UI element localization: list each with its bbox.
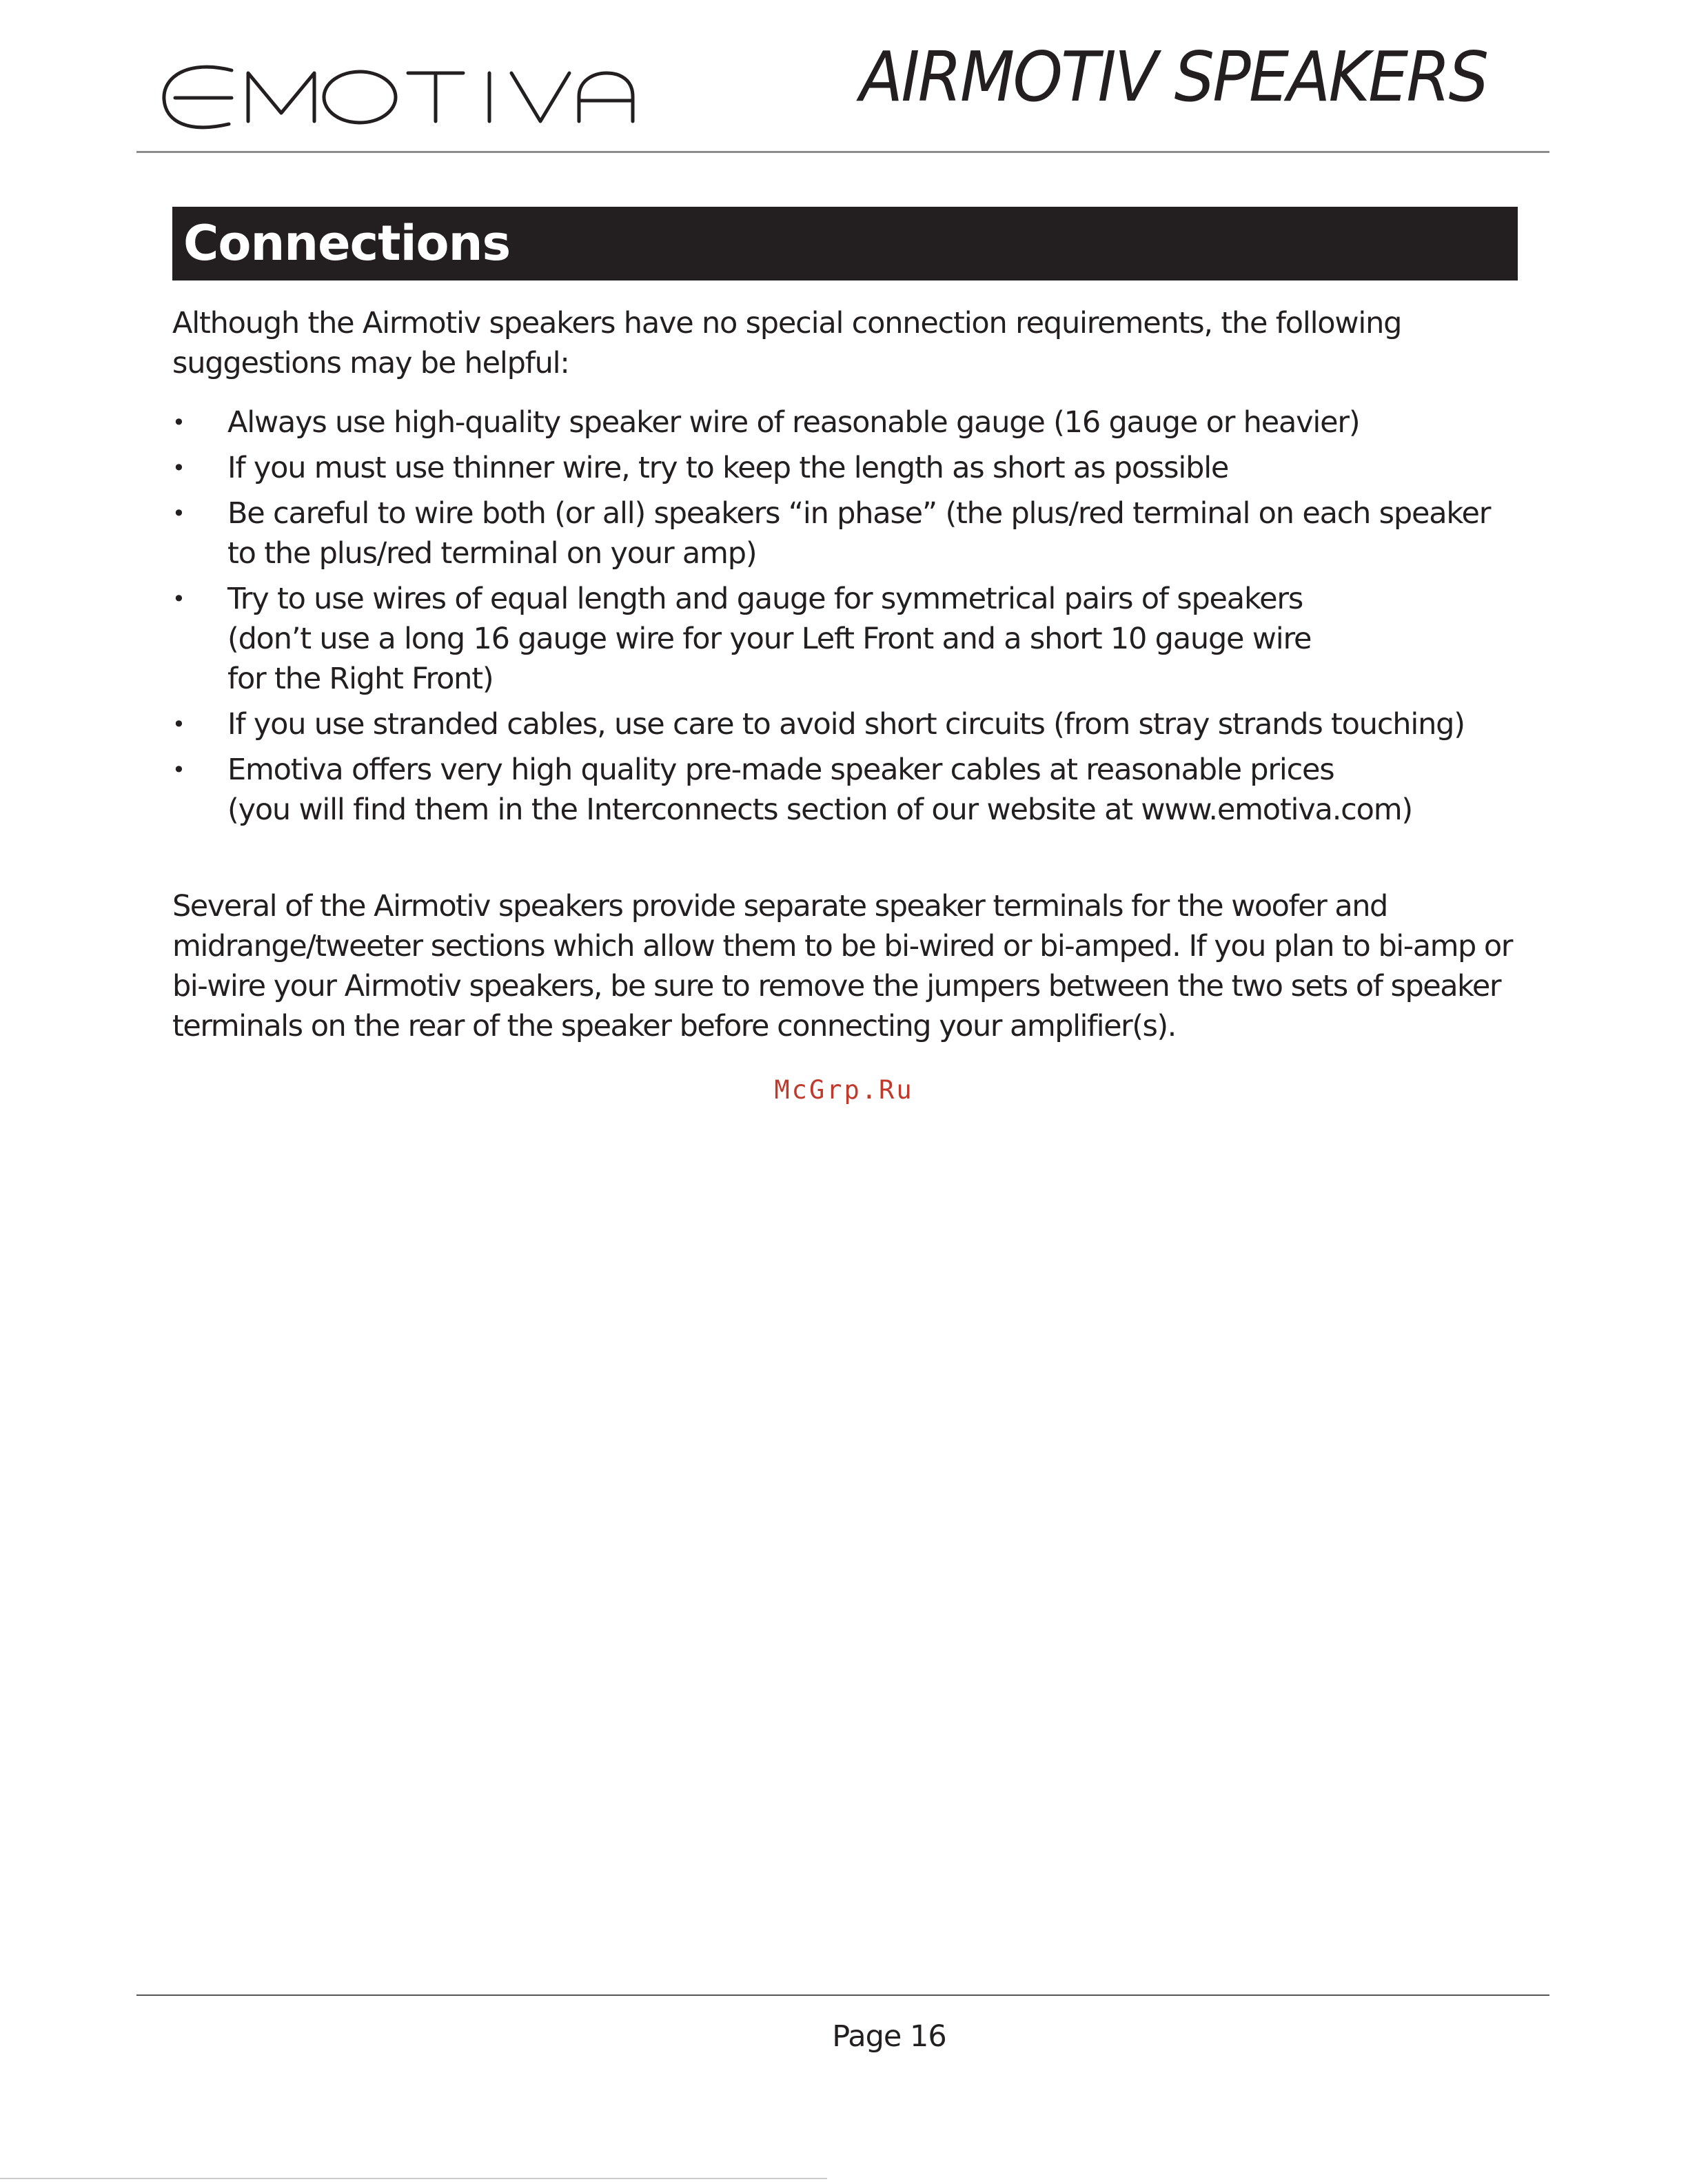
list-item-text: Always use high-quality speaker wire of reasonable gauge (16 gauge or heavier) <box>227 405 1360 440</box>
emotiva-logo <box>160 50 635 132</box>
page-number: Page 16 <box>832 2019 946 2054</box>
footer-divider <box>136 1994 1549 1996</box>
header-divider <box>136 151 1549 153</box>
document-title: AIRMOTIV SPEAKERS <box>859 37 1487 117</box>
bullet-icon: • <box>172 586 185 612</box>
list-item-text: If you use stranded cables, use care to avoid short circuits (from stray strands touching) <box>227 707 1465 742</box>
list-item <box>172 448 1523 488</box>
list-item <box>172 493 1523 573</box>
list-item-text: Try to use wires of equal length and gauge for symmetrical pairs of speakers (don’t use a long 16 gauge wire for your Left Front and a short 10 gauge wire for the Right Front) <box>227 582 1312 696</box>
list-item <box>172 750 1523 830</box>
main-content <box>172 303 1523 1046</box>
bullet-icon: • <box>172 711 185 737</box>
intro-paragraph: Although the Airmotiv speakers have no special connection requirements, the following suggestions may be helpful: <box>172 306 1402 380</box>
watermark-link[interactable]: McGrp.Ru <box>774 1075 914 1105</box>
scan-edge-line <box>0 2178 827 2179</box>
bullet-icon: • <box>172 757 185 783</box>
suggestion-list <box>172 402 1523 830</box>
list-item-text: If you must use thinner wire, try to keep the length as short as possible <box>227 451 1229 485</box>
list-item <box>172 579 1523 699</box>
list-item <box>172 402 1523 442</box>
list-item <box>172 704 1523 744</box>
biwire-paragraph: Several of the Airmotiv speakers provide separate speaker terminals for the woofer and midrange/tweeter sections which allow them to be bi-wired or bi-amped. If you plan to bi-amp or bi-wire your Airmotiv speakers, be sure to remove the jumpers between the two sets of speaker terminals on the rear of the speaker before connecting your amplifier(s). <box>172 889 1512 1043</box>
bullet-icon: • <box>172 500 185 527</box>
emotiva-logo-graphic <box>160 50 635 132</box>
section-heading: Connections <box>172 207 1518 280</box>
bullet-icon: • <box>172 409 185 436</box>
list-item-text: Be careful to wire both (or all) speakers “in phase” (the plus/red terminal on each speaker to the plus/red terminal on your amp) <box>227 496 1491 571</box>
bullet-icon: • <box>172 455 185 481</box>
list-item-text: Emotiva offers very high quality pre-made speaker cables at reasonable prices (you will find them in the Interconnects section of our website at www.emotiva.com) <box>227 753 1412 827</box>
